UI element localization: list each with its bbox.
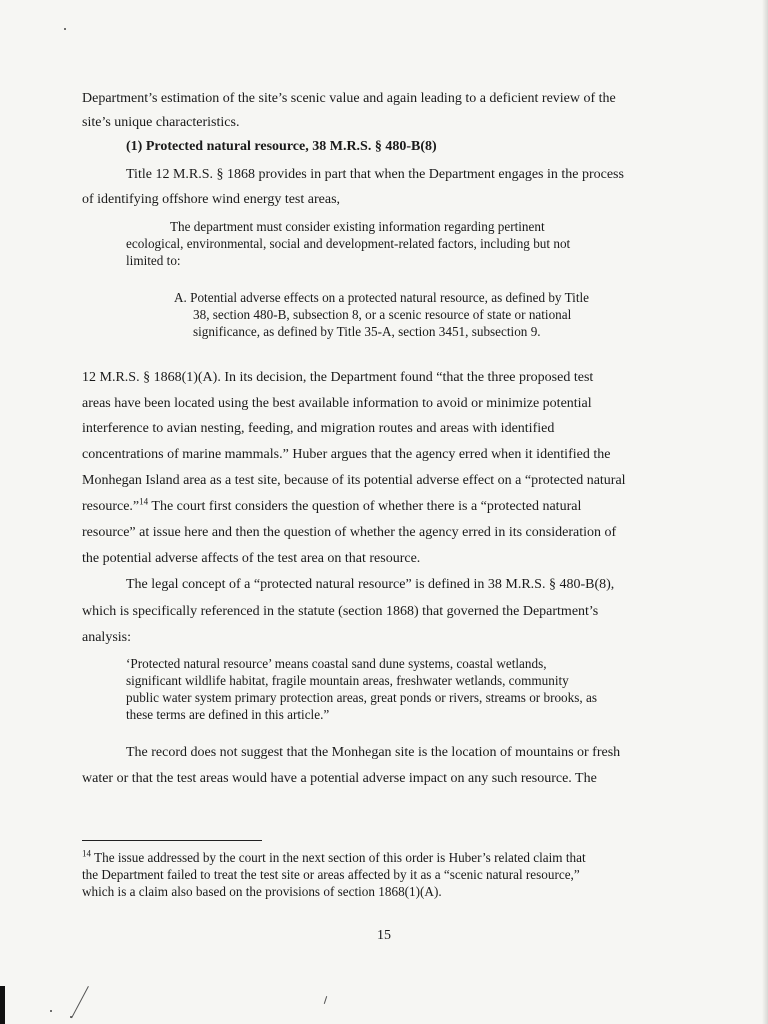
intro-line-1: Department’s estimation of the site’s scenic value and again leading to a deficient review of the bbox=[82, 91, 616, 106]
scan-speck bbox=[50, 1010, 52, 1012]
footnote-line-3: which is a claim also based on the provisions of section 1868(1)(A). bbox=[82, 884, 442, 899]
quote1-line-3: limited to: bbox=[126, 253, 181, 268]
quote2-line-4: these terms are defined in this article.” bbox=[126, 707, 330, 722]
quote2-line-2: significant wildlife habitat, fragile mountain areas, freshwater wetlands, community bbox=[126, 673, 569, 688]
scan-stroke bbox=[324, 996, 327, 1004]
quote1-item-line-1: A. Potential adverse effects on a protected natural resource, as defined by Title bbox=[174, 290, 590, 305]
footnote-line-1 bbox=[82, 850, 586, 866]
quote1-item-line-2: 38, section 480-B, subsection 8, or a scenic resource of state or national bbox=[193, 307, 572, 322]
scan-edge-shadow bbox=[762, 0, 768, 1024]
scan-speck bbox=[64, 28, 66, 30]
decision-line-8: the potential adverse affects of the test area on that resource. bbox=[82, 551, 421, 566]
decision-line-1: 12 M.R.S. § 1868(1)(A). In its decision, the Department found “that the three proposed test bbox=[82, 370, 594, 385]
title12-line-2: of identifying offshore wind energy test areas, bbox=[82, 192, 341, 207]
quote2-line-3: public water system primary protection areas, great ponds or rivers, streams or brooks, as bbox=[126, 690, 597, 705]
quote1-line-2: ecological, environmental, social and development-related factors, including but not bbox=[126, 236, 571, 251]
legal-line-2: which is specifically referenced in the statute (section 1868) that governed the Department’s bbox=[82, 604, 599, 619]
record-line-2: water or that the test areas would have a potential adverse impact on any such resource. The bbox=[82, 771, 597, 786]
decision-fn-after: The court first considers the question of whether there is a “protected natural bbox=[148, 499, 582, 514]
decision-line-7: resource” at issue here and then the question of whether the agency erred in its consideration of bbox=[82, 525, 617, 540]
decision-line-6 bbox=[82, 494, 581, 519]
decision-fn-before: resource.” bbox=[82, 499, 140, 514]
scan-edge-mark bbox=[0, 986, 5, 1024]
decision-line-5: Monhegan Island area as a test site, because of its potential adverse effect on a “protected natural bbox=[82, 473, 626, 488]
decision-line-3: interference to avian nesting, feeding, and migration routes and areas with identified bbox=[82, 421, 555, 436]
decision-line-2: areas have been located using the best available information to avoid or minimize potential bbox=[82, 396, 592, 411]
footnote-number: 14 bbox=[82, 848, 91, 859]
footnote-ref: 14 bbox=[139, 496, 149, 507]
page-number: 15 bbox=[377, 928, 391, 943]
legal-line-3: analysis: bbox=[82, 630, 131, 645]
quote1-item-line-3: significance, as defined by Title 35-A, section 3451, subsection 9. bbox=[193, 324, 541, 339]
record-line-1: The record does not suggest that the Monhegan site is the location of mountains or fresh bbox=[126, 745, 621, 760]
title12-line-1: Title 12 M.R.S. § 1868 provides in part that when the Department engages in the process bbox=[126, 167, 624, 182]
footnote-rule bbox=[82, 840, 262, 841]
scan-stroke bbox=[71, 986, 89, 1018]
footnote-line-2: the Department failed to treat the test site or areas affected by it as a “scenic natural resource,” bbox=[82, 867, 580, 882]
legal-line-1: The legal concept of a “protected natural resource” is defined in 38 M.R.S. § 480-B(8), bbox=[126, 577, 615, 592]
intro-line-2: site’s unique characteristics. bbox=[82, 115, 240, 130]
footnote-text-1: The issue addressed by the court in the next section of this order is Huber’s related claim that bbox=[91, 850, 586, 865]
quote1-line-1: The department must consider existing information regarding pertinent bbox=[170, 219, 545, 234]
section-heading: (1) Protected natural resource, 38 M.R.S. § 480-B(8) bbox=[126, 139, 437, 154]
decision-line-4: concentrations of marine mammals.” Huber argues that the agency erred when it identified the bbox=[82, 447, 611, 462]
quote2-line-1: ‘Protected natural resource’ means coastal sand dune systems, coastal wetlands, bbox=[126, 656, 547, 671]
